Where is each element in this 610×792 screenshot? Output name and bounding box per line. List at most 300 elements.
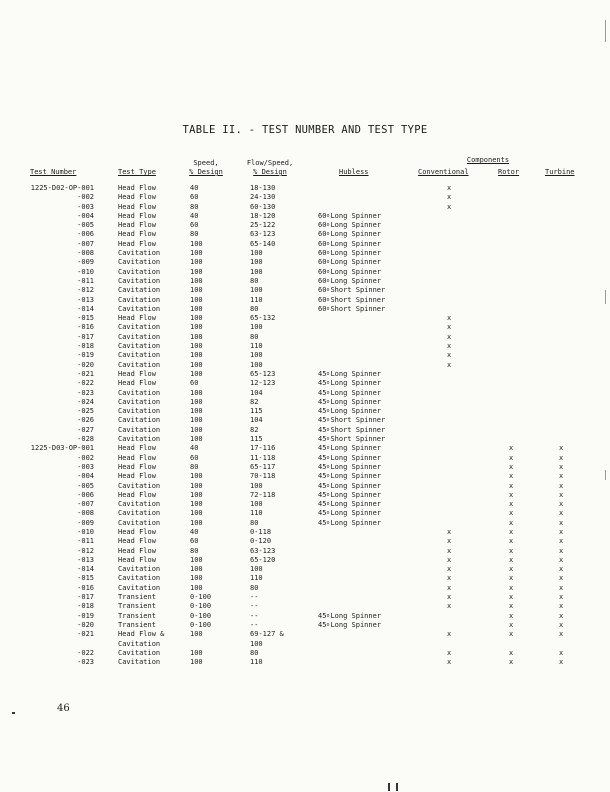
table-row — [0, 370, 610, 379]
hubless-cell — [318, 212, 381, 221]
speed-cell: 100 — [190, 500, 203, 509]
speed-cell: 100 — [190, 435, 203, 444]
speed-cell: 100 — [190, 583, 203, 592]
test-number-cell: -010 — [77, 527, 94, 536]
table-row — [0, 379, 610, 388]
table-row — [0, 593, 610, 602]
hubless-cell — [318, 640, 322, 649]
flow-cell: 65-120 — [250, 555, 276, 564]
test-number-cell: -008 — [77, 249, 94, 258]
test-number-cell: -016 — [77, 583, 94, 592]
hub-angle: 45 — [318, 509, 327, 518]
hubless-cell — [318, 379, 381, 388]
turbine-cell: x — [559, 546, 564, 555]
table-row — [0, 249, 610, 258]
hubless-cell — [318, 351, 322, 360]
hubless-cell — [318, 249, 381, 258]
speed-cell: 100 — [190, 648, 203, 657]
flow-cell: 63-123 — [250, 546, 276, 555]
conventional-cell: x — [447, 546, 452, 555]
hubless-cell — [318, 203, 322, 212]
scan-edge-mark — [605, 290, 606, 304]
speed-cell: 100 — [190, 332, 203, 341]
table-row — [0, 323, 610, 332]
hub-angle: 60 — [318, 249, 327, 258]
flow-cell: -- — [250, 602, 259, 611]
degree-symbol: o — [326, 398, 330, 405]
flow-cell: 65-123 — [250, 369, 276, 378]
speed-cell: 100 — [190, 258, 203, 267]
table-row — [0, 640, 610, 649]
conventional-cell: x — [447, 332, 452, 341]
degree-symbol: o — [326, 454, 330, 461]
header-speed-line2: % Design — [189, 168, 223, 176]
flow-cell: 110 — [250, 509, 263, 518]
hub-angle: 60 — [318, 221, 327, 230]
table-row — [0, 630, 610, 639]
speed-cell: 100 — [190, 416, 203, 425]
degree-symbol: o — [326, 621, 330, 628]
rotor-cell: x — [509, 537, 514, 546]
degree-symbol: o — [326, 370, 330, 377]
speed-cell: 0-100 — [190, 593, 212, 602]
conventional-cell: x — [447, 593, 452, 602]
spinner-type: Long Spinner — [330, 267, 382, 276]
speed-cell: 100 — [190, 267, 203, 276]
flow-cell: 70-118 — [250, 472, 276, 481]
spinner-type: Long Spinner — [330, 444, 382, 453]
flow-cell: 80 — [250, 332, 259, 341]
flow-cell: -- — [250, 620, 259, 629]
flow-cell: 80 — [250, 304, 259, 313]
table-row — [0, 547, 610, 556]
spinner-type: Long Spinner — [330, 379, 382, 388]
table-row — [0, 203, 610, 212]
flow-cell: 80 — [250, 276, 259, 285]
scan-speck — [396, 783, 398, 791]
turbine-cell: x — [559, 509, 564, 518]
flow-cell: 82 — [250, 397, 259, 406]
hubless-cell — [318, 463, 381, 472]
conventional-cell: x — [447, 351, 452, 360]
spinner-type: Long Spinner — [330, 462, 382, 471]
degree-symbol: o — [326, 231, 330, 238]
hub-angle: 45 — [318, 611, 327, 620]
spinner-type: Long Spinner — [330, 509, 382, 518]
flow-cell: 100 — [250, 481, 263, 490]
conventional-cell: x — [447, 314, 452, 323]
speed-cell: 100 — [190, 249, 203, 258]
hubless-cell — [318, 333, 322, 342]
spinner-type: Long Spinner — [330, 249, 382, 258]
test-number-cell: -011 — [77, 276, 94, 285]
spinner-type: Short Spinner — [330, 416, 386, 425]
hub-angle: 60 — [318, 267, 327, 276]
rotor-cell: x — [509, 453, 514, 462]
table-row — [0, 389, 610, 398]
test-type-cell: Head Flow — [118, 472, 156, 481]
degree-symbol: o — [326, 296, 330, 303]
turbine-cell: x — [559, 565, 564, 574]
header-conventional: Conventional — [418, 168, 469, 176]
spinner-type: Long Spinner — [330, 490, 382, 499]
table-row — [0, 407, 610, 416]
test-number-cell: -014 — [77, 304, 94, 313]
table-row — [0, 556, 610, 565]
turbine-cell: x — [559, 453, 564, 462]
degree-symbol: o — [326, 222, 330, 229]
rotor-cell: x — [509, 565, 514, 574]
test-type-cell: Head Flow — [118, 202, 156, 211]
test-type-cell: Head Flow — [118, 527, 156, 536]
conventional-cell: x — [447, 574, 452, 583]
turbine-cell: x — [559, 630, 564, 639]
test-number-cell: -005 — [77, 221, 94, 230]
table-row — [0, 193, 610, 202]
speed-cell: 100 — [190, 658, 203, 667]
hubless-cell — [318, 296, 385, 305]
flow-cell: 72-118 — [250, 490, 276, 499]
header-rotor: Rotor — [498, 168, 520, 176]
flow-cell: 115 — [250, 407, 263, 416]
degree-symbol: o — [326, 426, 330, 433]
turbine-cell: x — [559, 593, 564, 602]
flow-cell: 110 — [250, 295, 263, 304]
table-row — [0, 649, 610, 658]
test-type-cell: Cavitation — [118, 351, 161, 360]
test-number-cell: -007 — [77, 500, 94, 509]
conventional-cell: x — [447, 342, 452, 351]
spinner-type: Short Spinner — [330, 286, 386, 295]
speed-cell: 40 — [190, 527, 199, 536]
degree-symbol: o — [326, 482, 330, 489]
spinner-type: Long Spinner — [330, 258, 382, 267]
hubless-cell — [318, 491, 381, 500]
degree-symbol: o — [326, 473, 330, 480]
hub-angle: 45 — [318, 620, 327, 629]
speed-cell: 100 — [190, 286, 203, 295]
test-number-cell: -028 — [77, 435, 94, 444]
table-row — [0, 454, 610, 463]
hub-angle: 45 — [318, 472, 327, 481]
speed-cell: 100 — [190, 518, 203, 527]
hubless-cell — [318, 612, 381, 621]
test-type-cell: Head Flow — [118, 462, 156, 471]
test-number-cell: -007 — [77, 239, 94, 248]
test-type-cell: Head Flow — [118, 546, 156, 555]
hub-angle: 60 — [318, 211, 327, 220]
test-type-cell: Cavitation — [118, 518, 161, 527]
rotor-cell: x — [509, 620, 514, 629]
degree-symbol: o — [326, 259, 330, 266]
hub-angle: 60 — [318, 276, 327, 285]
hubless-cell — [318, 621, 381, 630]
hubless-cell — [318, 268, 381, 277]
hub-angle: 60 — [318, 258, 327, 267]
flow-cell: 110 — [250, 574, 263, 583]
conventional-cell: x — [447, 323, 452, 332]
turbine-cell: x — [559, 537, 564, 546]
table-row — [0, 612, 610, 621]
turbine-cell: x — [559, 500, 564, 509]
test-table-body — [0, 184, 610, 667]
spinner-type: Long Spinner — [330, 518, 382, 527]
spinner-type: Long Spinner — [330, 472, 382, 481]
table-row — [0, 509, 610, 518]
conventional-cell: x — [447, 648, 452, 657]
table-row — [0, 296, 610, 305]
header-test-type: Test Type — [118, 168, 156, 176]
conventional-cell: x — [447, 527, 452, 536]
speed-cell: 100 — [190, 360, 203, 369]
speed-cell: 100 — [190, 574, 203, 583]
header-flow-line1: Flow/Speed, — [246, 159, 294, 167]
rotor-cell: x — [509, 602, 514, 611]
test-type-cell: Cavitation — [118, 249, 161, 258]
header-turbine: Turbine — [545, 168, 575, 176]
header-flow — [240, 159, 300, 177]
test-number-cell: -020 — [77, 360, 94, 369]
speed-cell: 40 — [190, 184, 199, 192]
flow-cell: 25-122 — [250, 221, 276, 230]
test-number-cell: -006 — [77, 490, 94, 499]
hubless-cell — [318, 426, 385, 435]
hub-angle: 45 — [318, 379, 327, 388]
components-header: Components — [466, 156, 510, 164]
flow-cell: 115 — [250, 435, 263, 444]
table-row — [0, 333, 610, 342]
test-type-cell: Head Flow — [118, 193, 156, 202]
hub-angle: 60 — [318, 295, 327, 304]
flow-cell: 100 — [250, 565, 263, 574]
table-row — [0, 500, 610, 509]
header-speed — [183, 159, 229, 177]
test-number-cell: -006 — [77, 230, 94, 239]
test-type-cell: Cavitation — [118, 435, 161, 444]
hub-angle: 45 — [318, 407, 327, 416]
hubless-cell — [318, 649, 322, 658]
spinner-type: Long Spinner — [330, 500, 382, 509]
flow-cell: 100 — [250, 639, 263, 648]
rotor-cell: x — [509, 648, 514, 657]
turbine-cell: x — [559, 611, 564, 620]
test-type-cell: Transient — [118, 620, 156, 629]
hubless-cell — [318, 416, 385, 425]
test-number-cell: -002 — [77, 193, 94, 202]
test-number-cell: -013 — [77, 555, 94, 564]
conventional-cell: x — [447, 202, 452, 211]
test-number-cell: -009 — [77, 258, 94, 267]
hubless-cell — [318, 305, 385, 314]
speed-cell: 100 — [190, 295, 203, 304]
test-type-cell: Cavitation — [118, 267, 161, 276]
turbine-cell: x — [559, 518, 564, 527]
test-number-cell: -021 — [77, 630, 94, 639]
table-row — [0, 240, 610, 249]
hubless-cell — [318, 370, 381, 379]
test-type-cell: Transient — [118, 611, 156, 620]
test-number-cell: -014 — [77, 565, 94, 574]
test-number-cell: -026 — [77, 416, 94, 425]
turbine-cell: x — [559, 555, 564, 564]
test-number-cell: -004 — [77, 472, 94, 481]
test-number-cell: -025 — [77, 407, 94, 416]
speed-cell: 60 — [190, 453, 199, 462]
hubless-cell — [318, 444, 381, 453]
test-number-cell: -012 — [77, 546, 94, 555]
header-speed-line1: Speed, — [193, 159, 219, 167]
spinner-type: Long Spinner — [330, 211, 382, 220]
test-number-cell: -020 — [77, 620, 94, 629]
speed-cell: 100 — [190, 388, 203, 397]
flow-cell: 24-130 — [250, 193, 276, 202]
flow-cell: 80 — [250, 518, 259, 527]
spinner-type: Short Spinner — [330, 304, 386, 313]
speed-cell: 100 — [190, 565, 203, 574]
speed-cell: 40 — [190, 211, 199, 220]
degree-symbol: o — [326, 445, 330, 452]
table-row — [0, 268, 610, 277]
flow-cell: 18-120 — [250, 211, 276, 220]
table-row — [0, 314, 610, 323]
table-row — [0, 602, 610, 611]
turbine-cell: x — [559, 583, 564, 592]
test-type-cell: Head Flow — [118, 184, 156, 192]
test-number-cell: 1225-D03-OP-001 — [30, 444, 94, 453]
speed-cell: 100 — [190, 509, 203, 518]
hubless-cell — [318, 556, 322, 565]
rotor-cell: x — [509, 630, 514, 639]
test-type-cell: Cavitation — [118, 360, 161, 369]
hub-angle: 45 — [318, 416, 327, 425]
test-number-cell: -013 — [77, 295, 94, 304]
hubless-cell — [318, 602, 322, 611]
flow-cell: 100 — [250, 323, 263, 332]
flow-cell: 100 — [250, 267, 263, 276]
degree-symbol: o — [326, 501, 330, 508]
test-number-cell: -002 — [77, 453, 94, 462]
test-type-cell: Cavitation — [118, 342, 161, 351]
flow-cell: 69-127 & — [250, 630, 284, 639]
test-number-cell: -005 — [77, 481, 94, 490]
flow-cell: 100 — [250, 249, 263, 258]
speed-cell: 80 — [190, 546, 199, 555]
test-number-cell: -022 — [77, 379, 94, 388]
test-number-cell: -019 — [77, 351, 94, 360]
test-number-cell: -008 — [77, 509, 94, 518]
rotor-cell: x — [509, 593, 514, 602]
hub-angle: 45 — [318, 481, 327, 490]
speed-cell: 60 — [190, 537, 199, 546]
table-row — [0, 184, 610, 193]
speed-cell: 60 — [190, 221, 199, 230]
table-row — [0, 426, 610, 435]
flow-cell: 65-132 — [250, 314, 276, 323]
hubless-cell — [318, 584, 322, 593]
degree-symbol: o — [326, 436, 330, 443]
test-number-cell: -009 — [77, 518, 94, 527]
table-row — [0, 621, 610, 630]
hubless-cell — [318, 221, 381, 230]
test-type-cell: Cavitation — [118, 286, 161, 295]
degree-symbol: o — [326, 408, 330, 415]
table-row — [0, 351, 610, 360]
flow-cell: 0-120 — [250, 537, 272, 546]
test-type-cell: Head Flow — [118, 369, 156, 378]
speed-cell: 0-100 — [190, 611, 212, 620]
conventional-cell: x — [447, 602, 452, 611]
turbine-cell: x — [559, 490, 564, 499]
hubless-cell — [318, 361, 322, 370]
test-number-cell: -019 — [77, 611, 94, 620]
speed-cell: 100 — [190, 276, 203, 285]
speed-cell: 80 — [190, 202, 199, 211]
table-row — [0, 472, 610, 481]
spinner-type: Long Spinner — [330, 230, 382, 239]
flow-cell: 110 — [250, 658, 263, 667]
test-number-cell: 1225-D02-OP-001 — [30, 184, 94, 192]
hubless-cell — [318, 240, 381, 249]
header-test-number: Test Number — [30, 168, 77, 176]
table-row — [0, 565, 610, 574]
test-type-cell: Head Flow — [118, 314, 156, 323]
turbine-cell: x — [559, 527, 564, 536]
spinner-type: Short Spinner — [330, 435, 386, 444]
hubless-cell — [318, 277, 381, 286]
rotor-cell: x — [509, 611, 514, 620]
speed-cell: 100 — [190, 425, 203, 434]
spinner-type: Long Spinner — [330, 453, 382, 462]
speed-cell: 80 — [190, 462, 199, 471]
hub-angle: 45 — [318, 435, 327, 444]
test-type-cell: Cavitation — [118, 276, 161, 285]
speed-cell: 60 — [190, 193, 199, 202]
test-type-cell: Cavitation — [118, 407, 161, 416]
degree-symbol: o — [326, 305, 330, 312]
speed-cell: 100 — [190, 481, 203, 490]
spinner-type: Long Spinner — [330, 407, 382, 416]
turbine-cell: x — [559, 574, 564, 583]
table-row — [0, 230, 610, 239]
test-type-cell: Head Flow — [118, 239, 156, 248]
speed-cell: 100 — [190, 397, 203, 406]
speed-cell: 100 — [190, 239, 203, 248]
hub-angle: 45 — [318, 462, 327, 471]
flow-cell: 63-123 — [250, 230, 276, 239]
test-number-cell: -022 — [77, 648, 94, 657]
hub-angle: 45 — [318, 518, 327, 527]
table-row — [0, 361, 610, 370]
hubless-cell — [318, 323, 322, 332]
hub-angle: 45 — [318, 444, 327, 453]
hub-angle: 45 — [318, 369, 327, 378]
table-row — [0, 537, 610, 546]
rotor-cell: x — [509, 490, 514, 499]
hub-angle: 45 — [318, 397, 327, 406]
rotor-cell: x — [509, 583, 514, 592]
rotor-cell: x — [509, 527, 514, 536]
test-number-cell: -017 — [77, 332, 94, 341]
conventional-cell: x — [447, 658, 452, 667]
spinner-type: Long Spinner — [330, 620, 382, 629]
table-title: TABLE II. - TEST NUMBER AND TEST TYPE — [182, 124, 428, 136]
speed-cell: 100 — [190, 490, 203, 499]
table-row — [0, 212, 610, 221]
speed-cell: 100 — [190, 369, 203, 378]
hub-angle: 60 — [318, 239, 327, 248]
hub-angle: 60 — [318, 230, 327, 239]
speed-cell: 100 — [190, 342, 203, 351]
